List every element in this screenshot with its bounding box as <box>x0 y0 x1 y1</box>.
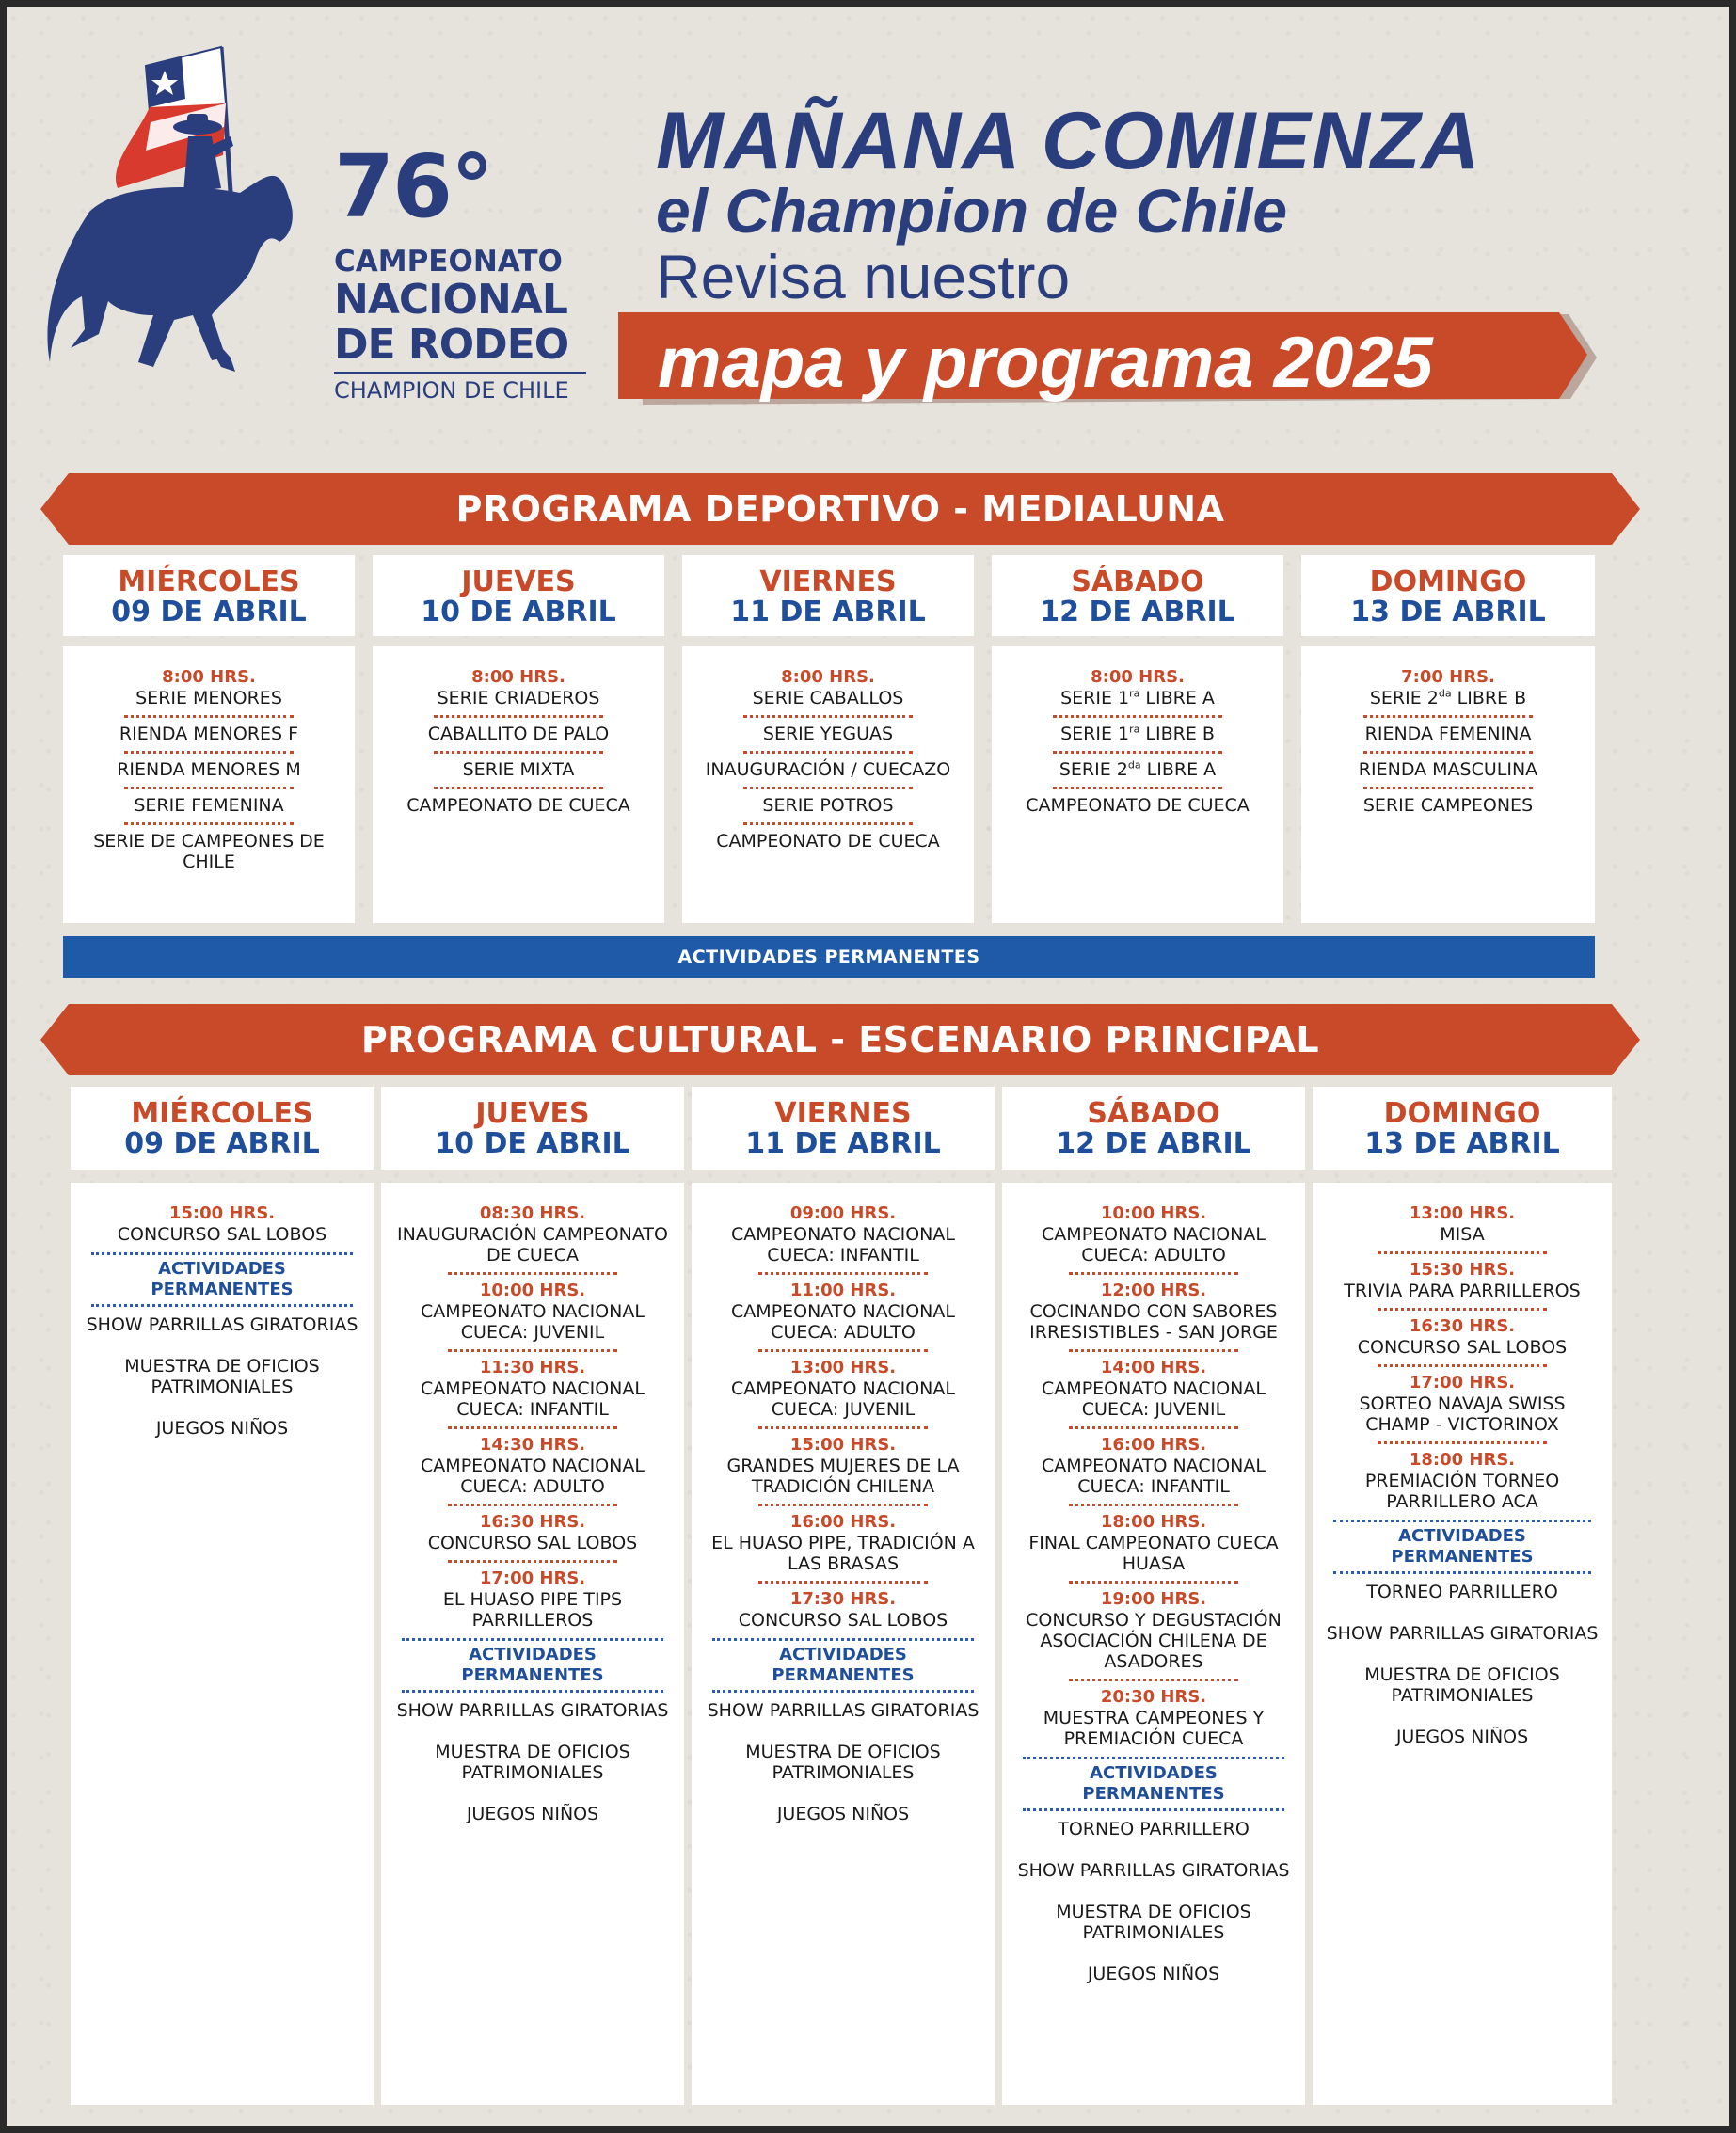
event-time: 7:00 HRS. <box>1401 667 1495 687</box>
deportivo-day-header <box>373 555 664 636</box>
dotted-separator <box>758 1581 928 1584</box>
cultural-day-schedule <box>692 1183 995 2105</box>
event-time: 18:00 HRS. <box>1100 1512 1207 1532</box>
day-date: 13 DE ABRIL <box>1364 1127 1560 1160</box>
event-time: 09:00 HRS. <box>789 1203 897 1223</box>
event-title: CAMPEONATO NACIONAL CUECA: ADULTO <box>731 1301 955 1343</box>
spacer <box>1313 1644 1612 1664</box>
day-name: VIERNES <box>759 565 897 598</box>
deportivo-day-schedule <box>682 646 974 923</box>
permanent-activity: SHOW PARRILLAS GIRATORIAS <box>1326 1623 1599 1644</box>
event-time: 20:30 HRS. <box>1100 1687 1207 1707</box>
cultural-day-header <box>71 1087 374 1170</box>
event-title: CAMPEONATO NACIONAL CUECA: INFANTIL <box>1042 1456 1266 1497</box>
event-title: CONCURSO Y DEGUSTACIÓN ASOCIACIÓN CHILENA DE ASADORES <box>1026 1610 1282 1672</box>
event-title: CAMPEONATO NACIONAL CUECA: INFANTIL <box>731 1224 955 1265</box>
deportivo-day-schedule <box>992 646 1283 923</box>
event-title: CAMPEONATO DE CUECA <box>716 831 940 852</box>
cultural-banner <box>40 1004 1640 1075</box>
dotted-separator <box>1378 1364 1547 1367</box>
day-name: SÁBADO <box>1071 565 1204 598</box>
event-title: CONCURSO SAL LOBOS <box>117 1224 327 1245</box>
dotted-separator <box>1053 715 1222 718</box>
event-time: 13:00 HRS. <box>789 1358 897 1377</box>
dotted-separator <box>124 822 294 825</box>
dotted-separator <box>1363 715 1533 718</box>
cultural-day-schedule <box>381 1183 684 2105</box>
event-title: CAMPEONATO NACIONAL CUECA: JUVENIL <box>421 1301 645 1343</box>
event-title: PREMIACIÓN TORNEO PARRILLERO ACA <box>1364 1471 1560 1512</box>
event-title: RIENDA FEMENINA <box>1364 724 1532 744</box>
dotted-separator <box>1378 1251 1547 1254</box>
actividades-permanentes-label: ACTIVIDADES PERMANENTES <box>1023 1757 1284 1811</box>
event-time: 8:00 HRS. <box>162 667 256 687</box>
event-title: SERIE CAMPEONES <box>1362 795 1534 816</box>
permanent-activity: JUEGOS NIÑOS <box>466 1804 599 1824</box>
spacer <box>1002 1881 1305 1902</box>
event-title: SERIE $2^{da}$ LIBRE B <box>1369 687 1527 708</box>
logo-edition-number: 76° <box>334 136 493 237</box>
spacer <box>1002 1839 1305 1860</box>
cultural-day-header <box>381 1087 684 1170</box>
day-name: MIÉRCOLES <box>118 565 300 598</box>
permanent-activity: JUEGOS NIÑOS <box>1395 1727 1529 1747</box>
event-time: 12:00 HRS. <box>1100 1281 1207 1300</box>
dotted-separator <box>434 751 603 754</box>
event-time: 08:30 HRS. <box>479 1203 586 1223</box>
event-title: SERIE YEGUAS <box>762 724 894 744</box>
event-title: SERIE FEMENINA <box>134 795 284 816</box>
event-time: 8:00 HRS. <box>781 667 875 687</box>
event-title: EL HUASO PIPE TIPS PARRILLEROS <box>442 1589 623 1631</box>
event-time: 17:00 HRS. <box>1409 1373 1516 1393</box>
event-title: SERIE CRIADEROS <box>437 688 600 708</box>
cultural-day-header <box>692 1087 995 1170</box>
dotted-separator <box>1378 1441 1547 1444</box>
permanent-activity: MUESTRA DE OFICIOS PATRIMONIALES <box>1364 1664 1560 1706</box>
headline-sub: el Champion de Chile <box>656 176 1288 246</box>
actividades-permanentes-label: ACTIVIDADES PERMANENTES <box>402 1638 663 1693</box>
dotted-separator <box>1363 751 1533 754</box>
day-date: 11 DE ABRIL <box>745 1127 941 1160</box>
event-time: 8:00 HRS. <box>471 667 565 687</box>
dotted-separator <box>448 1426 617 1429</box>
mapa-programa-banner <box>618 312 1597 406</box>
spacer <box>381 1783 684 1804</box>
dotted-separator <box>1069 1272 1238 1275</box>
deportivo-day-header <box>682 555 974 636</box>
event-title: EL HUASO PIPE, TRADICIÓN A LAS BRASAS <box>711 1533 975 1574</box>
event-time: 18:00 HRS. <box>1409 1450 1516 1470</box>
permanent-activity: MUESTRA DE OFICIOS PATRIMONIALES <box>124 1356 320 1397</box>
headline-revisa: Revisa nuestro <box>656 242 1071 311</box>
event-title: CONCURSO SAL LOBOS <box>1357 1337 1568 1358</box>
event-time: 15:00 HRS. <box>168 1203 276 1223</box>
event-title: CAMPEONATO NACIONAL CUECA: JUVENIL <box>731 1378 955 1420</box>
dotted-separator <box>1069 1581 1238 1584</box>
dotted-separator <box>448 1272 617 1275</box>
actividades-permanentes-label: ACTIVIDADES PERMANENTES <box>712 1638 974 1693</box>
permanent-activity: TORNEO PARRILLERO <box>1058 1819 1250 1839</box>
logo-line-campeonato: CAMPEONATO <box>334 245 563 279</box>
cultural-title: PROGRAMA CULTURAL - ESCENARIO PRINCIPAL <box>360 1019 1320 1060</box>
event-time: 10:00 HRS. <box>479 1281 586 1300</box>
ordinal-superscript: ra <box>1129 723 1140 736</box>
spacer <box>1002 1943 1305 1964</box>
event-title: SERIE MIXTA <box>462 759 575 780</box>
event-title: INAUGURACIÓN / CUECAZO <box>705 759 951 780</box>
dotted-separator <box>1053 787 1222 789</box>
spacer <box>71 1397 374 1418</box>
cultural-day-schedule <box>1313 1183 1612 2105</box>
dotted-separator <box>434 787 603 789</box>
day-name: JUEVES <box>461 565 576 598</box>
dotted-separator <box>1069 1504 1238 1506</box>
day-name: MIÉRCOLES <box>131 1097 313 1130</box>
cultural-day-schedule <box>71 1183 374 2105</box>
event-time: 15:00 HRS. <box>789 1435 897 1455</box>
day-date: 11 DE ABRIL <box>730 596 926 629</box>
dotted-separator <box>743 822 913 825</box>
ordinal-superscript: da <box>1127 758 1141 772</box>
event-title: CAMPEONATO NACIONAL CUECA: JUVENIL <box>1042 1378 1266 1420</box>
day-date: 09 DE ABRIL <box>111 596 307 629</box>
permanent-activity: MUESTRA DE OFICIOS PATRIMONIALES <box>745 1742 941 1783</box>
cultural-day-header <box>1002 1087 1305 1170</box>
day-name: VIERNES <box>774 1097 912 1130</box>
dotted-separator <box>758 1504 928 1506</box>
ordinal-superscript: da <box>1438 687 1452 700</box>
permanent-activity: MUESTRA DE OFICIOS PATRIMONIALES <box>435 1742 630 1783</box>
event-title: MUESTRA CAMPEONES Y PREMIACIÓN CUECA <box>1043 1708 1265 1749</box>
event-title: CONCURSO SAL LOBOS <box>738 1610 948 1631</box>
event-title: CAMPEONATO DE CUECA <box>1026 795 1250 816</box>
event-title: CAMPEONATO NACIONAL CUECA: ADULTO <box>421 1456 645 1497</box>
ordinal-superscript: ra <box>1129 687 1140 700</box>
day-date: 12 DE ABRIL <box>1056 1127 1251 1160</box>
event-title: SERIE CABALLOS <box>752 688 904 708</box>
rodeo-logo <box>33 33 579 419</box>
event-title: INAUGURACIÓN CAMPEONATO DE CUECA <box>397 1224 668 1265</box>
event-title: CAMPEONATO NACIONAL CUECA: INFANTIL <box>421 1378 645 1420</box>
spacer <box>692 1721 995 1742</box>
mapa-programa-text: mapa y programa 2025 <box>658 323 1433 403</box>
dotted-separator <box>448 1560 617 1563</box>
day-name: DOMINGO <box>1383 1097 1541 1130</box>
event-time: 10:00 HRS. <box>1100 1203 1207 1223</box>
event-title: GRANDES MUJERES DE LA TRADICIÓN CHILENA <box>726 1456 960 1497</box>
spacer <box>1313 1602 1612 1623</box>
event-time: 17:00 HRS. <box>479 1568 586 1588</box>
dotted-separator <box>1069 1679 1238 1681</box>
spacer <box>1313 1706 1612 1727</box>
deportivo-banner <box>40 473 1640 545</box>
spacer <box>692 1783 995 1804</box>
dotted-separator <box>1069 1349 1238 1352</box>
spacer <box>381 1721 684 1742</box>
event-time: 16:30 HRS. <box>479 1512 586 1532</box>
dotted-separator <box>743 751 913 754</box>
dotted-separator <box>124 751 294 754</box>
event-title: MISA <box>1440 1224 1485 1245</box>
dotted-separator <box>743 787 913 789</box>
headline <box>656 96 1644 311</box>
event-title: SERIE POTROS <box>762 795 894 816</box>
deportivo-day-header <box>63 555 355 636</box>
deportivo-day-schedule <box>373 646 664 923</box>
event-title: SORTEO NAVAJA SWISS CHAMP - VICTORINOX <box>1359 1393 1566 1435</box>
dotted-separator <box>434 715 603 718</box>
logo-line-champion: CHAMPION DE CHILE <box>334 377 569 404</box>
headline-main: MAÑANA COMIENZA <box>656 96 1481 186</box>
deportivo-day-header <box>1301 555 1595 636</box>
cultural-day-header <box>1313 1087 1612 1170</box>
actividades-permanentes-label: ACTIVIDADES PERMANENTES <box>91 1252 353 1307</box>
permanent-activity: TORNEO PARRILLERO <box>1366 1582 1558 1602</box>
spacer <box>71 1335 374 1356</box>
dotted-separator <box>1053 751 1222 754</box>
dotted-separator <box>448 1504 617 1506</box>
logo-divider <box>334 372 586 374</box>
event-title: TRIVIA PARA PARRILLEROS <box>1344 1281 1581 1301</box>
dotted-separator <box>448 1349 617 1352</box>
event-time: 19:00 HRS. <box>1100 1589 1207 1609</box>
permanent-activity: JUEGOS NIÑOS <box>155 1418 289 1439</box>
event-title: CONCURSO SAL LOBOS <box>427 1533 638 1553</box>
event-time: 14:30 HRS. <box>479 1435 586 1455</box>
deportivo-day-schedule <box>1301 646 1595 923</box>
event-time: 16:00 HRS. <box>789 1512 897 1532</box>
event-time: 8:00 HRS. <box>1091 667 1185 687</box>
deportivo-day-header <box>992 555 1283 636</box>
day-name: JUEVES <box>475 1097 590 1130</box>
day-date: 09 DE ABRIL <box>124 1127 320 1160</box>
event-title: FINAL CAMPEONATO CUECA HUASA <box>1028 1533 1279 1574</box>
dotted-separator <box>1363 787 1533 789</box>
day-name: DOMINGO <box>1369 565 1527 598</box>
dotted-separator <box>124 787 294 789</box>
dotted-separator <box>758 1426 928 1429</box>
event-title: SERIE $1^{ra}$ LIBRE A <box>1060 687 1215 708</box>
day-date: 13 DE ABRIL <box>1350 596 1546 629</box>
event-title: SERIE MENORES <box>135 688 282 708</box>
deportivo-day-schedule <box>63 646 355 923</box>
day-date: 10 DE ABRIL <box>421 596 616 629</box>
event-time: 11:30 HRS. <box>479 1358 586 1377</box>
event-title: SERIE DE CAMPEONES DE CHILE <box>93 831 325 872</box>
deportivo-title: PROGRAMA DEPORTIVO - MEDIALUNA <box>455 488 1225 530</box>
dotted-separator <box>743 715 913 718</box>
event-title: SERIE $2^{da}$ LIBRE A <box>1059 758 1217 780</box>
event-time: 17:30 HRS. <box>789 1589 897 1609</box>
cultural-day-schedule <box>1002 1183 1305 2105</box>
permanent-activity: SHOW PARRILLAS GIRATORIAS <box>86 1314 358 1335</box>
permanent-activity: SHOW PARRILLAS GIRATORIAS <box>707 1700 979 1721</box>
event-title: COCINANDO CON SABORES IRRESISTIBLES - SAN JORGE <box>1029 1301 1278 1343</box>
day-name: SÁBADO <box>1087 1097 1220 1130</box>
event-title: CAMPEONATO DE CUECA <box>406 795 630 816</box>
event-title: RIENDA MENORES M <box>117 759 301 780</box>
permanent-activity: JUEGOS NIÑOS <box>776 1804 910 1824</box>
permanent-activity: JUEGOS NIÑOS <box>1087 1964 1220 1984</box>
permanent-activity: SHOW PARRILLAS GIRATORIAS <box>396 1700 669 1721</box>
event-time: 16:30 HRS. <box>1409 1316 1516 1336</box>
actividades-permanentes-bar: ACTIVIDADES PERMANENTES <box>63 936 1595 978</box>
permanent-activity: SHOW PARRILLAS GIRATORIAS <box>1017 1860 1290 1881</box>
event-title: RIENDA MASCULINA <box>1358 759 1538 780</box>
dotted-separator <box>758 1272 928 1275</box>
event-title: CAMPEONATO NACIONAL CUECA: ADULTO <box>1042 1224 1266 1265</box>
poster <box>7 7 1729 2126</box>
event-time: 16:00 HRS. <box>1100 1435 1207 1455</box>
actividades-permanentes-label: ACTIVIDADES PERMANENTES <box>1333 1520 1591 1574</box>
day-date: 10 DE ABRIL <box>435 1127 630 1160</box>
logo-line-nacional: NACIONAL <box>334 276 567 324</box>
dotted-separator <box>1069 1426 1238 1429</box>
event-time: 11:00 HRS. <box>789 1281 897 1300</box>
event-time: 15:30 HRS. <box>1409 1260 1516 1280</box>
event-title: CABALLITO DE PALO <box>427 724 610 744</box>
event-time: 13:00 HRS. <box>1409 1203 1516 1223</box>
day-date: 12 DE ABRIL <box>1040 596 1235 629</box>
event-time: 14:00 HRS. <box>1100 1358 1207 1377</box>
permanent-activity: MUESTRA DE OFICIOS PATRIMONIALES <box>1056 1902 1251 1943</box>
huaso-horse-flag-icon <box>33 33 343 419</box>
dotted-separator <box>1378 1308 1547 1311</box>
event-title: SERIE $1^{ra}$ LIBRE B <box>1060 723 1215 744</box>
event-title: RIENDA MENORES F <box>119 724 299 744</box>
dotted-separator <box>124 715 294 718</box>
logo-line-rodeo: DE RODEO <box>334 321 569 369</box>
dotted-separator <box>758 1349 928 1352</box>
